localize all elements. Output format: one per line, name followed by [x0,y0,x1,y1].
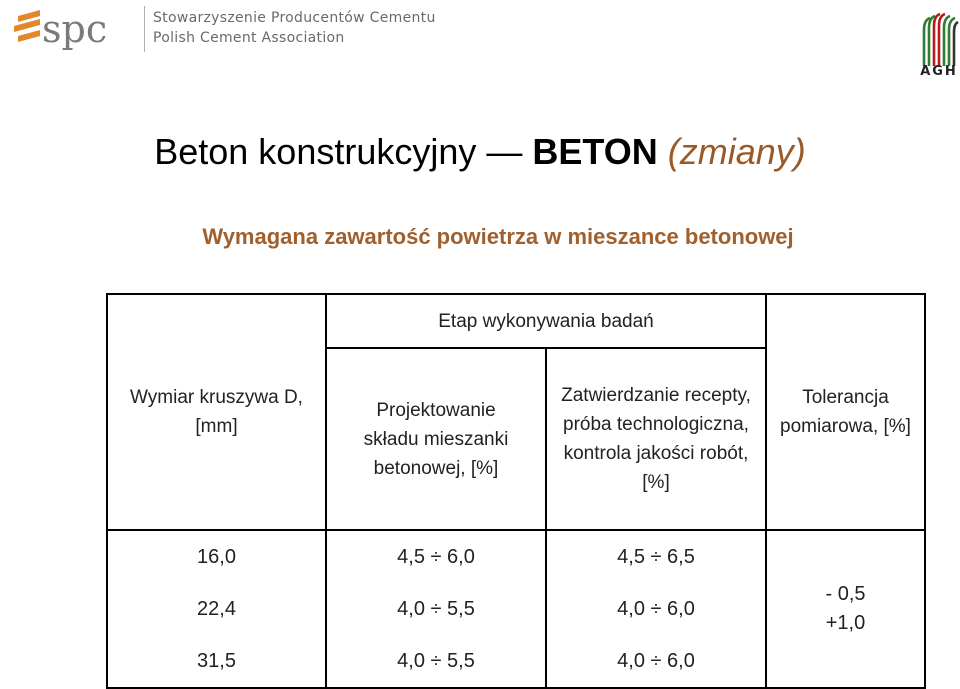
header-design: Projektowanie składu mieszanki betonowej, [%] [326,348,546,530]
title-regular: Beton konstrukcyjny [154,131,477,172]
air-content-table [106,293,926,689]
cell-tolerance [766,530,925,688]
title-accent: (zmiany) [667,131,806,172]
page-subtitle: Wymagana zawartość powietrza w mieszance betonowej [202,224,794,249]
agh-wordmark: AGH [920,64,958,79]
table-row [107,530,925,583]
cell-approval: 4,0 ÷ 6,0 [546,635,766,688]
header [0,0,960,80]
org-name-english: Polish Cement Association [153,30,345,46]
org-name [153,8,436,48]
header-tolerance: Tolerancja pomiarowa, [%] [766,294,925,530]
cell-design: 4,0 ÷ 5,5 [326,635,546,688]
cell-aggregate: 22,4 [107,583,326,635]
header-approval: Zatwierdzanie recepty, próba technologiczna, kontrola jakości robót, [%] [546,348,766,530]
cell-design: 4,5 ÷ 6,0 [326,530,546,583]
cell-approval: 4,5 ÷ 6,5 [546,530,766,583]
header-aggregate-size: Wymiar kruszywa D, [mm] [107,294,326,530]
header-test-stage: Etap wykonywania badań [326,294,766,348]
logo-divider [144,6,145,52]
page-title: Beton konstrukcyjny — BETON (zmiany) [154,131,806,172]
cell-aggregate: 16,0 [107,530,326,583]
spc-wordmark: spc [42,7,108,51]
spc-logo [10,2,140,58]
cell-approval: 4,0 ÷ 6,0 [546,583,766,635]
title-bold: BETON [532,131,658,172]
cell-design: 4,0 ÷ 5,5 [326,583,546,635]
cell-aggregate: 31,5 [107,635,326,688]
tolerance-plus: +1,0 [825,612,866,634]
tolerance-minus: - 0,5 [825,583,866,605]
org-name-polish: Stowarzyszenie Producentów Cementu [153,10,436,26]
